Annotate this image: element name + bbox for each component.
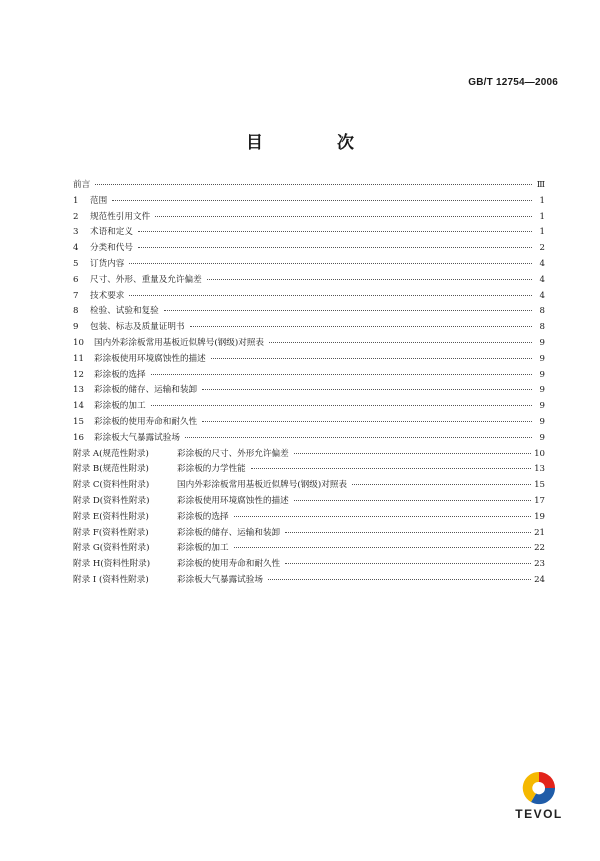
toc-annex-page: 17	[534, 495, 545, 506]
toc-annex-label: 附录 C(资料性附录)	[73, 480, 150, 491]
toc-annex-title: 彩涂板大气暴露试验场	[177, 574, 263, 585]
dot-leader	[251, 468, 531, 469]
toc-annex-entry[interactable]	[73, 462, 545, 478]
toc-entry-page: 4	[539, 290, 545, 301]
dot-leader	[138, 247, 532, 248]
toc-entry-title: 彩涂板的使用寿命和耐久性	[94, 416, 198, 427]
toc-entry-foreword[interactable]	[73, 178, 545, 194]
toc-entry-title: 包装、标志及质量证明书	[90, 322, 185, 333]
toc-annex-label: 附录 F(资料性附录)	[73, 527, 149, 538]
toc-annex-entry[interactable]	[73, 526, 545, 542]
toc-entry-page: 4	[539, 274, 545, 285]
dot-leader	[155, 216, 532, 217]
standard-code: GB/T 12754—2006	[468, 77, 558, 88]
logo-text: TEVOL	[515, 807, 563, 821]
toc-entry-page: 8	[539, 306, 545, 317]
toc-annex-title: 国内外彩涂板常用基板近似牌号(钢级)对照表	[177, 480, 347, 491]
toc-entry[interactable]	[73, 320, 545, 336]
toc-annex-title: 彩涂板的力学性能	[177, 464, 246, 475]
toc-annex-page: 24	[534, 574, 545, 585]
toc-entry[interactable]	[73, 210, 545, 226]
toc-entry-title: 前言	[73, 180, 91, 190]
toc-entry-page: 9	[539, 416, 545, 427]
toc-annex-label: 附录 E(资料性附录)	[73, 511, 149, 522]
dot-leader	[269, 342, 532, 343]
dot-leader	[151, 374, 532, 375]
dot-leader	[95, 184, 532, 185]
toc-entry-number: 9	[73, 322, 79, 333]
toc-annex-label: 附录 G(资料性附录)	[73, 543, 150, 554]
toc-annex-page: 19	[534, 511, 545, 522]
toc-annex-label: 附录 B(规范性附录)	[73, 464, 149, 475]
toc-entry-title: 彩涂板的选择	[94, 369, 146, 380]
dot-leader	[129, 263, 532, 264]
toc-annex-page: 10	[534, 448, 545, 459]
toc-entry-number: 12	[73, 369, 84, 380]
toc-annex-entry[interactable]	[73, 541, 545, 557]
toc-entry-page: 9	[539, 432, 545, 443]
toc-annex-title: 彩涂板的选择	[177, 511, 229, 522]
toc-entry-title: 范围	[90, 195, 108, 206]
dot-leader	[285, 563, 531, 564]
dot-leader	[352, 484, 531, 485]
toc-annex-page: 15	[534, 480, 545, 491]
toc-entry[interactable]	[73, 304, 545, 320]
dot-leader	[234, 516, 531, 517]
toc-list	[73, 178, 545, 589]
toc-entry-number: 7	[73, 290, 79, 301]
dot-leader	[202, 389, 532, 390]
toc-entry-number: 8	[73, 306, 79, 317]
dot-leader	[112, 200, 532, 201]
dot-leader	[164, 310, 532, 311]
toc-entry-title: 规范性引用文件	[90, 211, 151, 222]
toc-annex-entry[interactable]	[73, 478, 545, 494]
toc-entry-page: 8	[539, 322, 545, 333]
toc-annex-entry[interactable]	[73, 510, 545, 526]
toc-annex-page: 22	[534, 543, 545, 554]
dot-leader	[185, 437, 532, 438]
toc-entry-title: 彩涂板使用环境腐蚀性的描述	[94, 353, 206, 364]
toc-entry[interactable]	[73, 225, 545, 241]
toc-annex-label: 附录 I (资料性附录)	[73, 574, 149, 585]
toc-entry-page: 9	[539, 353, 545, 364]
toc-entry[interactable]	[73, 415, 545, 431]
toc-entry[interactable]	[73, 336, 545, 352]
toc-annex-entry[interactable]	[73, 447, 545, 463]
toc-annex-title: 彩涂板的储存、运输和装卸	[177, 527, 281, 538]
toc-annex-title: 彩涂板的加工	[177, 543, 229, 554]
toc-annex-label: 附录 H(资料性附录)	[73, 559, 151, 570]
toc-annex-title: 彩涂板的使用寿命和耐久性	[177, 559, 281, 570]
toc-entry[interactable]	[73, 289, 545, 305]
toc-entry-number: 2	[73, 211, 79, 222]
toc-entry-page: 1	[539, 227, 545, 238]
toc-entry[interactable]	[73, 273, 545, 289]
toc-annex-entry[interactable]	[73, 494, 545, 510]
toc-entry-title: 尺寸、外形、重量及允许偏差	[90, 274, 202, 285]
toc-entry-number: 13	[73, 385, 84, 396]
toc-entry-page: 2	[539, 243, 545, 254]
toc-entry[interactable]	[73, 383, 545, 399]
toc-entry-title: 彩涂板的加工	[94, 401, 146, 412]
tevol-logo-icon	[521, 770, 557, 806]
toc-entry-number: 14	[73, 401, 84, 412]
dot-leader	[202, 421, 532, 422]
toc-entry[interactable]	[73, 257, 545, 273]
toc-annex-page: 21	[534, 527, 545, 538]
toc-annex-page: 13	[534, 464, 545, 475]
toc-entry-title: 分类和代号	[90, 243, 133, 254]
toc-entry-page: 9	[539, 369, 545, 380]
toc-annex-label: 附录 A(规范性附录)	[73, 448, 149, 459]
toc-entry-number: 5	[73, 258, 79, 269]
tevol-logo	[514, 770, 564, 821]
dot-leader	[190, 326, 532, 327]
dot-leader	[211, 358, 532, 359]
toc-annex-title: 彩涂板使用环境腐蚀性的描述	[177, 495, 289, 506]
toc-annex-page: 23	[534, 559, 545, 570]
toc-annex-title: 彩涂板的尺寸、外形允许偏差	[177, 448, 289, 459]
toc-entry[interactable]	[73, 352, 545, 368]
toc-entry-number: 10	[73, 337, 84, 348]
dot-leader	[268, 579, 531, 580]
dot-leader	[285, 532, 531, 533]
toc-entry-title: 技术要求	[90, 290, 125, 301]
toc-entry-title: 订货内容	[90, 258, 125, 269]
toc-annex-entry[interactable]	[73, 557, 545, 573]
toc-entry-page: 9	[539, 385, 545, 396]
toc-entry-number: 11	[73, 353, 84, 364]
toc-entry-page: 9	[539, 401, 545, 412]
toc-annex-entry[interactable]	[73, 573, 545, 589]
dot-leader	[294, 500, 531, 501]
toc-entry-number: 16	[73, 432, 84, 443]
toc-entry-number: 4	[73, 243, 79, 254]
toc-entry-number: 1	[73, 195, 79, 206]
dot-leader	[151, 405, 532, 406]
dot-leader	[138, 231, 532, 232]
toc-title: 目 次	[246, 133, 388, 153]
toc-entry-page: 1	[539, 211, 545, 222]
toc-entry[interactable]	[73, 431, 545, 447]
toc-entry[interactable]	[73, 368, 545, 384]
dot-leader	[294, 453, 531, 454]
dot-leader	[234, 547, 531, 548]
toc-entry[interactable]	[73, 194, 545, 210]
toc-entry[interactable]	[73, 241, 545, 257]
toc-entry-page: Ⅲ	[536, 180, 545, 190]
dot-leader	[129, 295, 532, 296]
dot-leader	[207, 279, 532, 280]
toc-annex-label: 附录 D(资料性附录)	[73, 495, 150, 506]
toc-entry-page: 4	[539, 258, 545, 269]
toc-entry-title: 术语和定义	[90, 227, 133, 238]
toc-entry-title: 国内外彩涂板常用基板近似牌号(钢级)对照表	[94, 337, 264, 348]
toc-entry-title: 彩涂板大气暴露试验场	[94, 432, 180, 443]
toc-entry-page: 1	[539, 195, 545, 206]
toc-entry-number: 6	[73, 274, 79, 285]
toc-entry-title: 检验、试验和复验	[90, 306, 159, 317]
toc-entry-number: 15	[73, 416, 84, 427]
toc-entry-title: 彩涂板的储存、运输和装卸	[94, 385, 198, 396]
toc-entry-number: 3	[73, 227, 79, 238]
toc-entry[interactable]	[73, 399, 545, 415]
toc-entry-page: 9	[539, 337, 545, 348]
